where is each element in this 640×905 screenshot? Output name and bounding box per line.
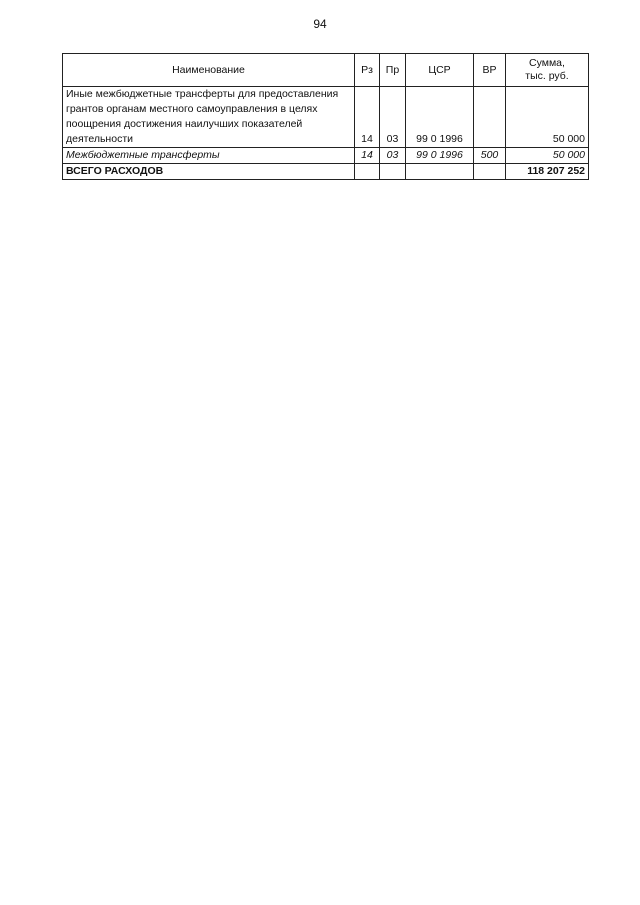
header-csr: ЦСР bbox=[406, 54, 474, 87]
table-row bbox=[63, 148, 589, 164]
header-sum-line2: тыс. руб. bbox=[525, 70, 569, 82]
row-sum: 50 000 bbox=[506, 148, 589, 164]
total-empty-cell bbox=[380, 164, 406, 180]
header-vr: ВР bbox=[474, 54, 506, 87]
expenses-table bbox=[62, 53, 589, 180]
page-number: 94 bbox=[313, 17, 327, 31]
header-pr: Пр bbox=[380, 54, 406, 87]
header-name: Наименование bbox=[63, 54, 355, 87]
row-csr: 99 0 1996 bbox=[406, 148, 474, 164]
table-header-row bbox=[63, 54, 589, 87]
row-rz: 14 bbox=[355, 148, 380, 164]
row-pr: 03 bbox=[380, 87, 406, 148]
header-sum bbox=[506, 54, 589, 87]
total-empty-cell bbox=[406, 164, 474, 180]
row-vr bbox=[474, 87, 506, 148]
table-row bbox=[63, 87, 589, 148]
total-row bbox=[63, 164, 589, 180]
total-sum: 118 207 252 bbox=[506, 164, 589, 180]
row-csr: 99 0 1996 bbox=[406, 87, 474, 148]
total-empty-cell bbox=[355, 164, 380, 180]
row-sum: 50 000 bbox=[506, 87, 589, 148]
row-pr: 03 bbox=[380, 148, 406, 164]
header-rz: Рз bbox=[355, 54, 380, 87]
row-name: Иные межбюджетные трансферты для предоставления грантов органам местного самоуправления в целях поощрения достижения наилучших показателей деятельности bbox=[63, 87, 355, 148]
header-sum-line1: Сумма, bbox=[529, 57, 565, 69]
row-rz: 14 bbox=[355, 87, 380, 148]
row-name: Межбюджетные трансферты bbox=[63, 148, 355, 164]
row-vr: 500 bbox=[474, 148, 506, 164]
total-label: ВСЕГО РАСХОДОВ bbox=[63, 164, 355, 180]
total-empty-cell bbox=[474, 164, 506, 180]
